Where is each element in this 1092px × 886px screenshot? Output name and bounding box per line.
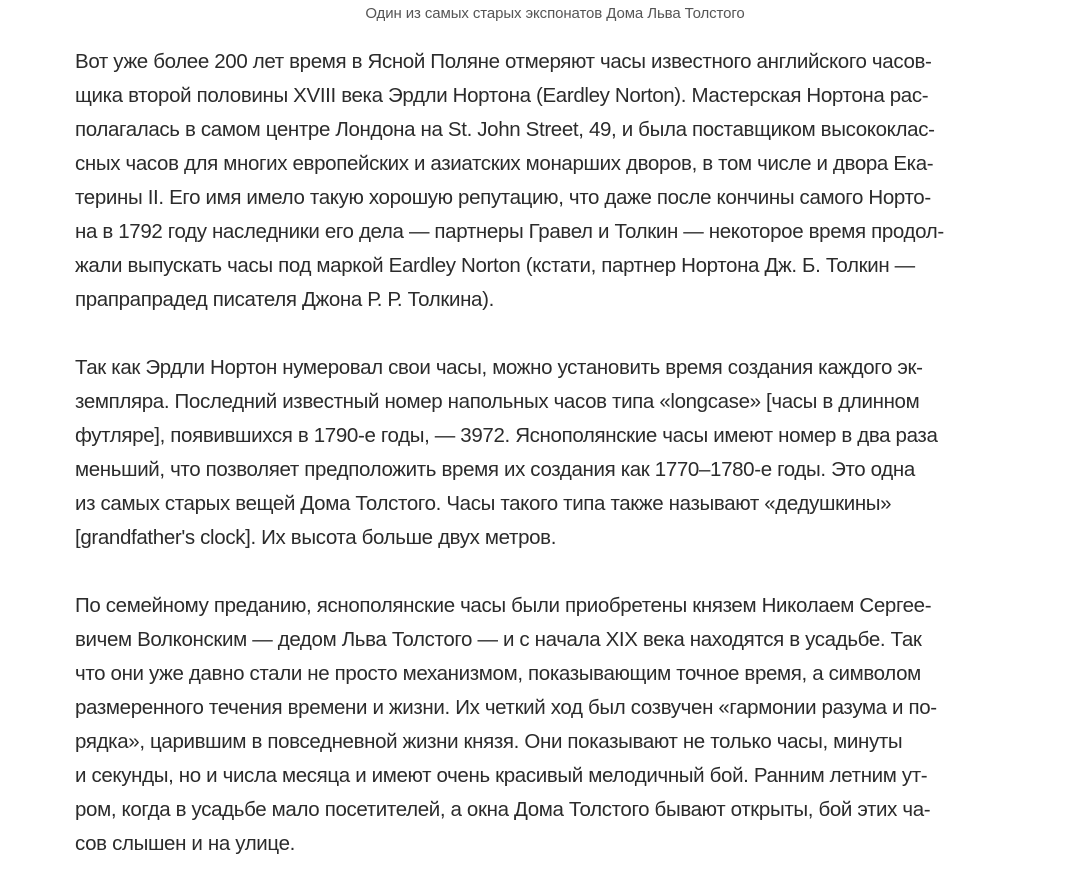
text-line: на в 1792 году наследники его дела — партнеры Гравел и Толкин — некоторое время продол- <box>75 220 944 243</box>
text-line: жали выпускать часы под маркой Eardley Norton (кстати, партнер Нортона Дж. Б. Толкин — <box>75 254 915 277</box>
text-line: Так как Эрдли Нортон нумеровал свои часы, можно установить время создания каждого эк- <box>75 356 923 379</box>
paragraph-legend <box>75 589 1035 861</box>
text-line: ром, когда в усадьбе мало посетителей, а окна Дома Толстого бывают открыты, бой этих ча- <box>75 798 931 821</box>
paragraph-history <box>75 45 1035 317</box>
text-line: меньший, что позволяет предположить время их создания как 1770–1780-е годы. Это одна <box>75 458 915 481</box>
text-line: вичем Волконским — дедом Льва Толстого — и с начала XIX века находятся в усадьбе. Так <box>75 628 922 651</box>
text-line: полагалась в самом центре Лондона на St. John Street, 49, и была поставщиком высококлас- <box>75 118 935 141</box>
text-line: прапрапрадед писателя Джона Р. Р. Толкина). <box>75 288 494 311</box>
text-line: из самых старых вещей Дома Толстого. Часы такого типа также называют «дедушкины» <box>75 492 892 515</box>
text-line: что они уже давно стали не просто механизмом, показывающим точное время, а символом <box>75 662 921 685</box>
text-line: земпляра. Последний известный номер напольных часов типа «longcase» [часы в длинном <box>75 390 920 413</box>
text-line: футляре], появившихся в 1790-е годы, — 3972. Яснополянские часы имеют номер в два раза <box>75 424 938 447</box>
text-line: Вот уже более 200 лет время в Ясной Поляне отмеряют часы известного английского часов- <box>75 50 932 73</box>
text-line: [grandfather's clock]. Их высота больше двух метров. <box>75 526 557 549</box>
image-caption: Один из самых старых экспонатов Дома Льва Толстого <box>365 5 745 22</box>
article-body <box>75 45 1035 861</box>
text-line: и секунды, но и числа месяца и имеют очень красивый мелодичный бой. Ранним летним ут- <box>75 764 928 787</box>
text-line: терины II. Его имя имело такую хорошую репутацию, что даже после кончины самого Норто- <box>75 186 931 209</box>
paragraph-dating <box>75 351 1035 555</box>
text-line: По семейному преданию, яснополянские часы были приобретены князем Николаем Сергее- <box>75 594 932 617</box>
text-line: рядка», царившим в повседневной жизни князя. Они показывают не только часы, минуты <box>75 730 903 753</box>
text-line: сов слышен и на улице. <box>75 832 295 855</box>
text-line: щика второй половины XVIII века Эрдли Нортона (Eardley Norton). Мастерская Нортона рас- <box>75 84 929 107</box>
text-line: размеренного течения времени и жизни. Их четкий ход был созвучен «гармонии разума и по- <box>75 696 937 719</box>
text-line: сных часов для многих европейских и азиатских монарших дворов, в том числе и двора Ека- <box>75 152 934 175</box>
